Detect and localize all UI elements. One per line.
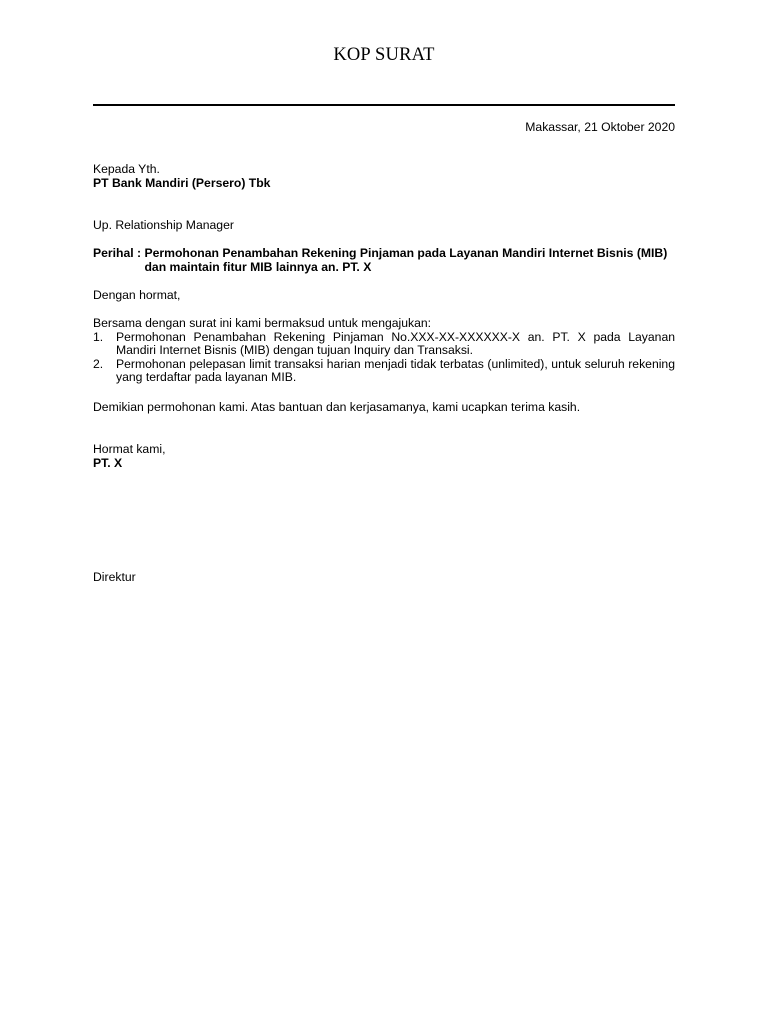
signature-company: PT. X	[93, 455, 123, 470]
request-list	[93, 331, 675, 385]
list-item-number: 1.	[93, 329, 104, 344]
subject-text: Permohonan Penambahan Rekening Pinjaman pada Layanan Mandiri Internet Bisnis (MIB) dan maintain fitur MIB lainnya an. PT. X	[144, 246, 668, 274]
list-item	[93, 358, 675, 385]
letterhead-divider	[93, 104, 675, 106]
greeting: Dengan hormat,	[93, 288, 181, 302]
recipient-attention: Up. Relationship Manager	[93, 218, 234, 232]
subject-label: Perihal :	[93, 246, 145, 260]
body-intro: Bersama dengan surat ini kami bermaksud untuk mengajukan:	[93, 316, 432, 330]
subject-block	[93, 247, 675, 274]
list-item-text: Permohonan Penambahan Rekening Pinjaman No.XXX-XX-XXXXXX-X an. PT. X pada Layanan Mandiri Internet Bisnis (MIB) dengan tujuan Inquiry dan Transaksi.	[116, 329, 675, 358]
recipient-block	[93, 163, 675, 190]
list-item-number: 2.	[93, 356, 104, 371]
closing-paragraph: Demikian permohonan kami. Atas bantuan dan kerjasamanya, kami ucapkan terima kasih.	[93, 400, 581, 414]
signature-valediction: Hormat kami,	[93, 442, 166, 456]
letterhead-title: KOP SURAT	[333, 45, 435, 65]
body-block	[93, 317, 675, 385]
recipient-salutation: Kepada Yth.	[93, 162, 160, 176]
date-line: Makassar, 21 Oktober 2020	[525, 120, 675, 134]
signature-block	[93, 443, 675, 470]
recipient-name: PT Bank Mandiri (Persero) Tbk	[93, 175, 271, 190]
list-item	[93, 331, 675, 358]
signature-position: Direktur	[93, 570, 136, 584]
list-item-text: Permohonan pelepasan limit transaksi harian menjadi tidak terbatas (unlimited), untuk seluruh rekening yang terdaftar pada layanan MIB.	[116, 356, 675, 385]
